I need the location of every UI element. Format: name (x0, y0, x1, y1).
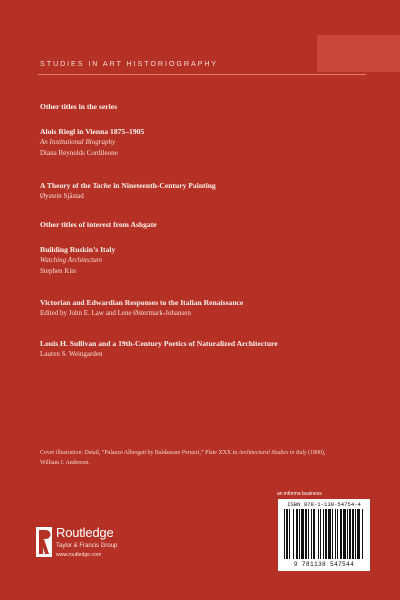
header-rule (38, 74, 366, 75)
book-author: Øystein Sjåstad (40, 192, 84, 200)
isbn-label: ISBN 978-1-138-54754-4 (287, 501, 361, 508)
book-title: A Theory of the Tache in Nineteenth-Century Painting (40, 181, 216, 190)
barcode-number: 9 781138 547544 (293, 561, 355, 568)
publisher-name: Routledge (56, 525, 114, 540)
book-title: Victorian and Edwardian Responses to the Italian Renaissance (40, 298, 244, 307)
book-entry (40, 338, 278, 360)
barcode (278, 499, 370, 571)
book-author: Edited by John E. Law and Lene Østermark-Johansen (40, 309, 191, 317)
publisher-url: www.routledge.com (56, 552, 102, 558)
publisher-group: Taylor & Francis Group (56, 543, 118, 549)
routledge-logo-icon (36, 527, 52, 557)
book-entry (40, 244, 115, 277)
cover-illustration-caption: Cover illustration: Detail, “Palazzo Albergati by Baldassare Peruzzi,” Plate XXX in Architectural Studies in Italy (1890), William J. Anderson. (40, 450, 326, 466)
book-author: Stephen Kite (40, 267, 77, 275)
book-author: Lauren S. Weingarden (40, 350, 103, 358)
informa-tagline: an informa business (277, 491, 322, 497)
book-title: Louis H. Sullivan and a 19th-Century Poetics of Naturalized Architecture (40, 339, 278, 348)
book-subtitle: An Institutional Biography (40, 138, 116, 146)
book-author: Diana Reynolds Cordileone (40, 149, 118, 157)
heading-other-titles-ashgate: Other titles of interest from Ashgate (40, 220, 157, 229)
book-entry (40, 180, 216, 202)
corner-color-block (317, 35, 400, 72)
barcode-bars (284, 509, 364, 559)
book-subtitle: Watching Architecture (40, 256, 103, 264)
book-title: Building Ruskin’s Italy (40, 245, 116, 254)
book-title: Alois Riegl in Vienna 1875–1905 (40, 127, 145, 136)
heading-other-titles-series: Other titles in the series (40, 102, 118, 111)
book-entry (40, 126, 144, 159)
series-title: STUDIES IN ART HISTORIOGRAPHY (40, 59, 219, 68)
book-entry (40, 297, 243, 319)
